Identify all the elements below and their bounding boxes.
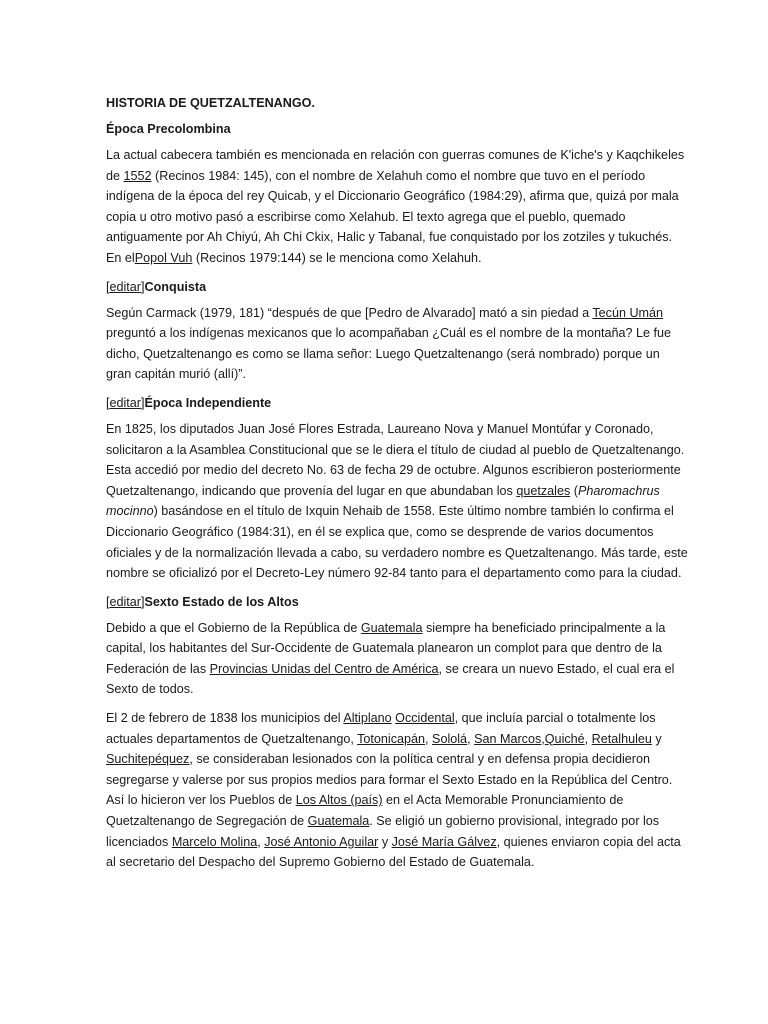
document-body [106, 119, 688, 873]
paragraph [106, 145, 688, 269]
wiki-link[interactable]: Tecún Umán [592, 305, 664, 320]
section-heading-text: Conquista [144, 279, 207, 294]
text-run: . Se eligió un gobierno provisional, integrado por los licenciados [106, 814, 660, 849]
text-run: La actual cabecera también es mencionada en relación con guerras comunes de K'iche's y Kaqchikeles de [106, 148, 685, 183]
text-run: , se creara un nuevo Estado, el cual era el Sexto de todos. [106, 661, 675, 697]
text-run: ( [570, 483, 578, 498]
section-heading [106, 393, 688, 413]
wiki-link[interactable]: Marcelo Molina [171, 834, 258, 849]
text-run: , [257, 834, 265, 849]
wiki-link[interactable]: Quiché [544, 731, 585, 746]
text-run: En 1825, los diputados Juan José Flores Estrada, Laureano Nova y Manuel Montúfar y Coronado, solicitaron a la Asamblea Constitucional que se le diera el título de ciudad al pueblo de Quetzaltenango. Esta accedió por medio del decreto No. 63 de fecha 29 de octubre. Algunos escribieron posteriormente Quetzaltenango, indicando que provenía del lugar en que abundaban los [106, 421, 685, 498]
edit-bracket: [ [106, 594, 110, 609]
text-run: El 2 de febrero de 1838 los municipios del [106, 711, 344, 726]
wiki-link[interactable]: Popol Vuh [134, 250, 193, 265]
text-run: , quienes enviaron copia del acta al secretario del Despacho del Supremo Gobierno del Estado de Guatemala. [106, 834, 681, 870]
text-run: (Recinos 1979:144) se le menciona como Xelahuh. [192, 250, 482, 265]
text-run: , [541, 731, 545, 746]
italic-text: Pharomachrus mocinno [106, 483, 660, 519]
text-run: , se consideraban lesionados con la política central y en defensa propia decidieron segregarse y valerse por sus propios medios para formar el Sexto Estado en la República del Centro. Así lo hicieron ver los Pueblos de [106, 752, 673, 808]
section-heading-text: Sexto Estado de los Altos [144, 594, 299, 609]
section-heading [106, 277, 688, 297]
text-run: en el Acta Memorable Pronunciamiento de Quetzaltenango de Segregación de [106, 793, 624, 829]
paragraph [106, 419, 688, 584]
edit-bracket: ] [141, 395, 145, 410]
wiki-link[interactable]: Sololá [432, 731, 468, 746]
text-run: Debido a que el Gobierno de la República de [106, 620, 361, 635]
text-run: ) basándose en el título de Ixquin Nehaib de 1558. Este último nombre también lo confirma el Diccionario Geográfico (1984:31), en él se explica que, como se desprende de varios documentos oficiales y de la normalización llevada a cabo, su verdadero nombre es Quetzaltenango. Más tarde, este nombre se oficializó por el Decreto-Ley número 92-84 tanto para el departamento como para la ciudad. [106, 504, 688, 581]
edit-link[interactable]: editar [109, 279, 142, 294]
edit-bracket: [ [106, 395, 110, 410]
wiki-link[interactable]: 1552 [123, 168, 152, 183]
wiki-link[interactable]: Guatemala [307, 814, 370, 829]
wiki-link[interactable]: Occidental [395, 711, 455, 726]
edit-link[interactable]: editar [109, 594, 142, 609]
text-run: siempre ha beneficiado principalmente a la capital, los habitantes del Sur-Occidente de Guatemala planearon un complot para que dentro de la Federación de las [106, 620, 666, 676]
wiki-link[interactable]: Retalhuleu [591, 731, 652, 746]
section-heading-text: Época Precolombina [106, 122, 231, 136]
paragraph [106, 303, 688, 385]
text-run: , que incluía parcial o totalmente los actuales departamentos de Quetzaltenango, [106, 711, 656, 746]
wiki-link[interactable]: José Antonio Aguilar [264, 834, 379, 849]
text-run: preguntó a los indígenas mexicanos que lo acompañaban ¿Cuál es el nombre de la montaña? Le fue dicho, Quetzaltenango es como se llama señor: Luego Quetzaltenango (será nombrado) porque un gran capitán murió (allí)”. [106, 326, 671, 382]
wiki-link[interactable]: quetzales [516, 483, 571, 498]
text-run: , [425, 731, 433, 746]
section-heading [106, 119, 688, 139]
text-run: , [467, 731, 475, 746]
section-heading [106, 592, 688, 612]
wiki-link[interactable]: Altiplano [343, 711, 392, 726]
text-run: , [584, 731, 592, 746]
edit-link[interactable]: editar [109, 395, 142, 410]
wiki-link[interactable]: José María Gálvez [391, 834, 497, 849]
wiki-link[interactable]: Los Altos (país) [295, 793, 383, 808]
wiki-link[interactable]: Guatemala [360, 620, 423, 635]
wiki-link[interactable]: Provincias Unidas del Centro de América [209, 661, 439, 676]
edit-bracket: [ [106, 279, 110, 294]
document-title: HISTORIA DE QUETZALTENANGO. [106, 96, 315, 110]
paragraph [106, 618, 688, 700]
text-run: (Recinos 1984: 145), con el nombre de Xelahuh como el nombre que tuvo en el período indígena de la época del rey Quicab, y el Diccionario Geográfico (1984:29), afirma que, quizá por mala copia u otro motivo pasó a escribirse como Xelahub. El texto agrega que el pueblo, quemado antiguamente por Ah Chiyú, Ah Chi Ckix, Halic y Tabanal, fue conquistado por los zotziles y tukuchés. En el [106, 168, 679, 265]
text-run: y [378, 834, 392, 849]
text-run: Según Carmack (1979, 181) “después de que [Pedro de Alvarado] mató a sin piedad a [106, 305, 593, 320]
wiki-link[interactable]: San Marcos [474, 731, 542, 746]
paragraph [106, 708, 688, 873]
text-run: y [651, 731, 662, 746]
section-heading-text: Época Independiente [144, 395, 272, 410]
wiki-link[interactable]: Totonicapán [357, 731, 426, 746]
edit-bracket: ] [141, 279, 145, 294]
edit-bracket: ] [141, 594, 145, 609]
wiki-link[interactable]: Suchitepéquez [106, 752, 190, 767]
